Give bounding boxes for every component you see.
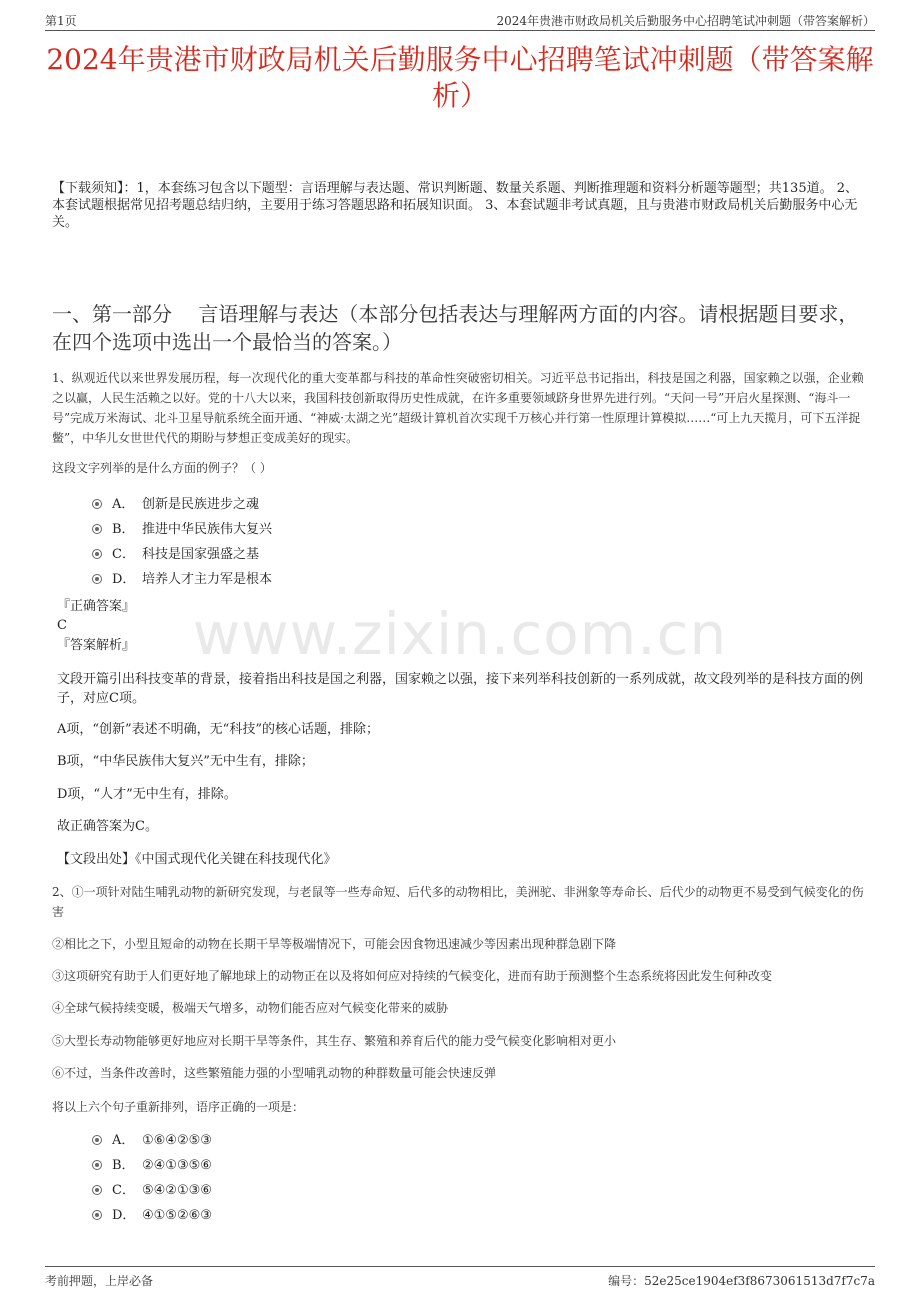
q1-option-d[interactable]: D． 培养人才主力军是根本 (92, 567, 272, 592)
header-divider (45, 30, 875, 31)
radio-icon[interactable] (92, 1160, 102, 1170)
radio-icon[interactable] (92, 1135, 102, 1145)
q2-option-b[interactable]: B． ②④①③⑤⑥ (92, 1153, 212, 1178)
analysis-paragraph: 文段开篇引出科技变革的背景，接着指出科技是国之利器，国家赖之以强，接下来列举科技创新的一系列成就，故文段列举的是科技方面的例子，对应C项。 (57, 672, 864, 706)
q1-stem: 1、纵观近代以来世界发展历程，每一次现代化的重大变革都与科技的革命性突破密切相关。习近平总书记指出，科技是国之利器，国家赖之以强，企业赖之以赢，人民生活赖之以好。党的十八大以来，我国科技创新取得历史性成就，在许多重要领域跻身世界先进行列。“天问一号”开启火星探测、“海斗一号”完成万米海试、北斗卫星导航系统全面开通、“神威·太湖之光”超级计算机首次实现千万核心并行第一性原理计算模拟……“可上九天揽月，可下五洋捉鳖”，中华儿女世世代代的期盼与梦想正变成美好的现实。 (52, 371, 864, 445)
page-header (45, 12, 875, 30)
q2-options (92, 1128, 212, 1228)
answer-title: 『正确答案』 (57, 599, 136, 614)
q2-question: 将以上六个句子重新排列，语序正确的一项是： (52, 1100, 305, 1114)
analysis-b: B项，“中华民族伟大复兴”无中生有，排除； (57, 754, 314, 769)
q2-sentence-3: ③这项研究有助于人们更好地了解地球上的动物正在以及将如何应对持续的气候变化，进而有助于预测整个生态系统将因此发生何种改变 (52, 969, 773, 983)
analysis-title: 『答案解析』 (57, 638, 136, 653)
footer-slogan: 考前押题，上岸必备 (45, 1274, 154, 1288)
q2-sentence-2: ②相比之下，小型且短命的动物在长期干旱等极端情况下，可能会因食物迅速减少等因素出现种群急剧下降 (52, 937, 617, 951)
q1-option-b[interactable]: B． 推进中华民族伟大复兴 (92, 517, 272, 542)
q1-option-a[interactable]: A． 创新是民族进步之魂 (92, 492, 272, 517)
analysis-d: D项，“人才”无中生有，排除。 (57, 787, 237, 802)
page-footer (45, 1272, 875, 1290)
header-doc-title: 2024年贵港市财政局机关后勤服务中心招聘笔试冲刺题（带答案解析） (496, 14, 875, 28)
q2-sentence-4: ④全球气候持续变暖，极端天气增多，动物们能否应对气候变化带来的威胁 (52, 1001, 449, 1015)
analysis-conclusion: 故正确答案为C。 (57, 819, 158, 834)
q2-stem: 2、①一项针对陆生哺乳动物的新研究发现，与老鼠等一些寿命短、后代多的动物相比，美洲驼、非洲象等寿命长、后代少的动物更不易受到气候变化的伤害 (52, 885, 864, 919)
radio-icon[interactable] (92, 549, 102, 559)
download-notice: 【下载须知】：1，本套练习包含以下题型：言语理解与表达题、常识判断题、数量关系题、判断推理题和资料分析题等题型；共135道。 2、本套试题根据常见招考题总结归纳，主要用于练习答题思路和拓展知识面。 3、本套试题非考试真题，且与贵港市财政局机关后勤服务中心无关。 (52, 181, 858, 230)
answer-value: C (57, 618, 67, 633)
analysis-a: A项，“创新”表述不明确，无“科技”的核心话题，排除； (57, 722, 379, 737)
radio-icon[interactable] (92, 574, 102, 584)
q1-question: 这段文字列举的是什么方面的例子？（ ） (52, 461, 272, 475)
radio-icon[interactable] (92, 1185, 102, 1195)
q2-sentence-5: ⑤大型长寿动物能够更好地应对长期干旱等条件，其生存、繁殖和养育后代的能力受气候变化影响相对更小 (52, 1034, 617, 1048)
radio-icon[interactable] (92, 524, 102, 534)
q2-option-a[interactable]: A． ①⑥④②⑤③ (92, 1128, 212, 1153)
footer-divider (45, 1266, 875, 1267)
q1-option-c[interactable]: C． 科技是国家强盛之基 (92, 542, 272, 567)
watermark: www.zixin.com.cn (192, 600, 728, 668)
radio-icon[interactable] (92, 1210, 102, 1220)
q1-options (92, 492, 272, 592)
q2-sentence-6: ⑥不过，当条件改善时，这些繁殖能力强的小型哺乳动物的种群数量可能会快速反弹 (52, 1066, 497, 1080)
q2-option-d[interactable]: D． ④①⑤②⑥③ (92, 1203, 212, 1228)
analysis-source: 【文段出处】《中国式现代化关键在科技现代化》 (57, 852, 337, 867)
section-heading: 一、第一部分 言语理解与表达（本部分包括表达与理解两方面的内容。请根据题目要求，在四个选项中选出一个最恰当的答案。） (52, 302, 859, 354)
document-id: 编号：52e25ce1904ef3f8673061513d7f7c7a (608, 1274, 875, 1288)
q2-option-c[interactable]: C． ⑤④②①③⑥ (92, 1178, 212, 1203)
page-number: 第1页 (45, 14, 77, 28)
radio-icon[interactable] (92, 499, 102, 509)
page-title: 2024年贵港市财政局机关后勤服务中心招聘笔试冲刺题（带答案解析） (46, 43, 874, 112)
